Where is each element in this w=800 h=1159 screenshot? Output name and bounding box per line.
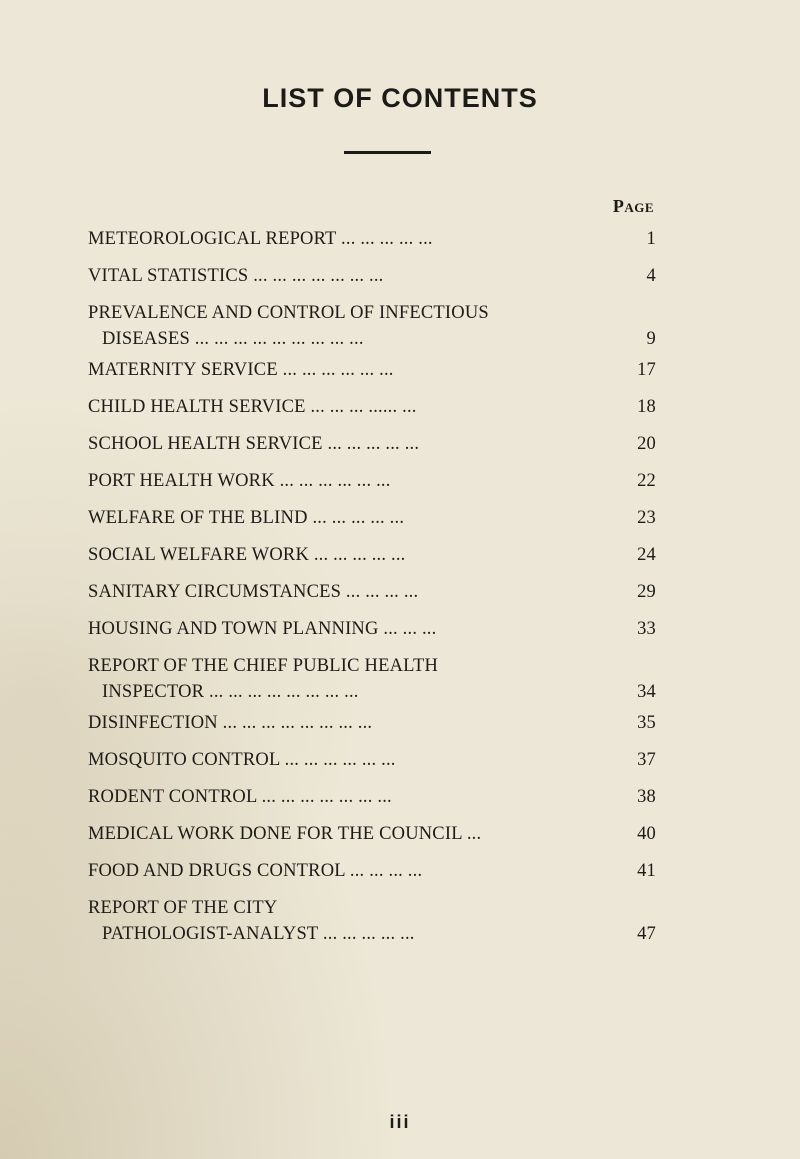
toc-entry-title [88,542,558,568]
toc-entry-title [88,394,558,420]
toc-entry-page-number: 23 [637,508,656,528]
toc-entry-page-number: 29 [637,582,656,602]
toc-entry-line: FOOD AND DRUGS CONTROL ... ... ... ... [88,861,423,881]
toc-entry-title [88,579,558,605]
toc-entry-page-number: 47 [637,924,656,944]
toc-entry-line: REPORT OF THE CITY [88,898,278,918]
toc-entry [88,394,656,420]
page-folio: iii [389,1112,411,1132]
toc-entry-title [88,858,558,884]
toc-entry-line: MOSQUITO CONTROL ... ... ... ... ... ... [88,750,396,770]
toc-entry-line: VITAL STATISTICS ... ... ... ... ... ... ... [88,266,384,286]
toc-entry-line: DISINFECTION ... ... ... ... ... ... ... ... [88,713,373,733]
toc-entry [88,300,656,352]
toc-entry-page-number: 9 [646,329,656,349]
toc-entry-line: MATERNITY SERVICE ... ... ... ... ... ... [88,360,394,380]
toc-entry-title [88,505,558,531]
toc-entry [88,542,656,568]
page-title: LIST OF CONTENTS [262,83,538,113]
toc-entry-title [88,747,558,773]
toc-entry-page-number: 34 [637,682,656,702]
toc-entry-page-number: 1 [646,229,656,249]
toc-entry-title [88,357,558,383]
toc-entry-title [88,821,558,847]
toc-entry-line: HOUSING AND TOWN PLANNING ... ... ... [88,619,437,639]
toc-entry-line: METEOROLOGICAL REPORT ... ... ... ... ... [88,229,433,249]
toc-entry-page-number: 38 [637,787,656,807]
toc-entry-title [88,895,558,947]
toc-entry [88,505,656,531]
toc-entry [88,226,656,252]
toc-entry-page-number: 20 [637,434,656,454]
toc-entry-page-number: 35 [637,713,656,733]
toc-entry-line: RODENT CONTROL ... ... ... ... ... ... ... [88,787,392,807]
toc-entry-line: SCHOOL HEALTH SERVICE ... ... ... ... ... [88,434,420,454]
toc-entry-page-number: 40 [637,824,656,844]
toc-entry-title [88,653,558,705]
toc-entry-title [88,784,558,810]
toc-entry-title [88,710,558,736]
toc-entry-line: PREVALENCE AND CONTROL OF INFECTIOUS [88,303,489,323]
toc-entry-line: SANITARY CIRCUMSTANCES ... ... ... ... [88,582,419,602]
toc-entry-line: DISEASES ... ... ... ... ... ... ... ... ... [102,329,364,349]
toc-entry [88,357,656,383]
toc-entry-page-number: 4 [646,266,656,286]
toc-entry-title [88,468,558,494]
toc-entry [88,653,656,705]
toc-entry-line: PATHOLOGIST-ANALYST ... ... ... ... ... [102,924,415,944]
toc-entry-page-number: 22 [637,471,656,491]
toc-entry [88,784,656,810]
toc-entry-line: REPORT OF THE CHIEF PUBLIC HEALTH [88,656,439,676]
toc-entry [88,821,656,847]
toc-entry [88,468,656,494]
toc-entry [88,263,656,289]
toc-entry [88,895,656,947]
toc-entry-title [88,616,558,642]
toc-entry-page-number: 18 [637,397,656,417]
toc-entry-page-number: 41 [637,861,656,881]
toc-entry-title [88,226,558,252]
toc-entry-line: INSPECTOR ... ... ... ... ... ... ... ... [102,682,359,702]
toc-entry-page-number: 33 [637,619,656,639]
title-rule [344,151,431,154]
toc-entry-page-number: 37 [637,750,656,770]
toc-entry-line: PORT HEALTH WORK ... ... ... ... ... ... [88,471,391,491]
toc-entry-page-number: 17 [637,360,656,380]
toc-entry-title [88,263,558,289]
toc-entry [88,579,656,605]
toc-entry [88,616,656,642]
toc-entry-line: MEDICAL WORK DONE FOR THE COUNCIL ... [88,824,482,844]
toc-entry [88,747,656,773]
toc-entry-line: SOCIAL WELFARE WORK ... ... ... ... ... [88,545,406,565]
page-column-heading: Page [612,196,654,216]
toc-entry-line: CHILD HEALTH SERVICE ... ... ... ...... ... [88,397,417,417]
toc-entry-title [88,300,558,352]
toc-entry-line: WELFARE OF THE BLIND ... ... ... ... ... [88,508,405,528]
toc-entry [88,710,656,736]
toc-entry-title [88,431,558,457]
toc-entry-page-number: 24 [637,545,656,565]
toc-entry [88,431,656,457]
toc-entry [88,858,656,884]
